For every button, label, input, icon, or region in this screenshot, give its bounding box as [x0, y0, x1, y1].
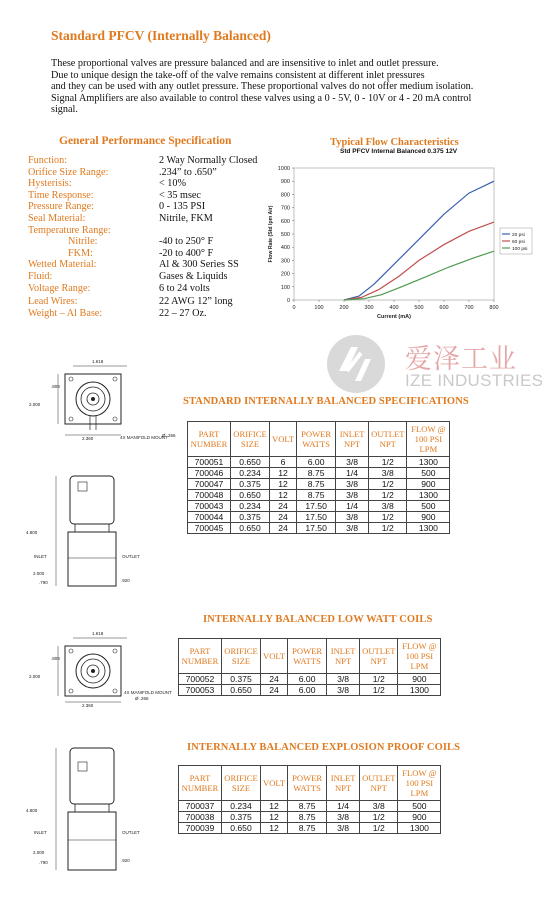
spec-row [28, 201, 288, 213]
table-header-row [179, 639, 441, 674]
table-cell: 0.650 [231, 523, 270, 534]
column-header: OUTLET NPT [360, 766, 398, 801]
column-header: VOLT [270, 422, 297, 457]
table-cell: 0.234 [222, 801, 261, 812]
table-cell: 700044 [188, 512, 231, 523]
table-cell: 700039 [179, 823, 222, 834]
spec-label: Fluid: [28, 270, 53, 282]
table-row [188, 501, 450, 512]
table-cell: 12 [261, 801, 288, 812]
mount-label: 4X MANIFOLD MOUNT [124, 690, 172, 695]
table-cell: 0.234 [231, 501, 270, 512]
table-cell: 500 [398, 801, 441, 812]
dim-label: .809 [51, 656, 60, 661]
spec-row [28, 167, 288, 179]
table-cell: 700045 [188, 523, 231, 534]
intro-line: Signal Amplifiers are also available to control these valves using a 0 - 5V, 0 - 10V or 4 - 20 mA control [51, 92, 472, 104]
x-tick-label: 500 [414, 305, 424, 311]
table-row [188, 512, 450, 523]
spec-row [28, 236, 288, 248]
table-cell: 700038 [179, 812, 222, 823]
spec-label: Function: [28, 155, 68, 166]
spec-value: Nitrile, FKM [159, 212, 213, 224]
column-header: PART NUMBER [188, 422, 231, 457]
column-header: FLOW @ 100 PSI LPM [398, 766, 441, 801]
table-cell: 24 [270, 501, 297, 512]
series-line-2 [344, 251, 494, 300]
performance-title: General Performance Specification [59, 135, 232, 147]
spec-label: Time Response: [28, 189, 94, 201]
x-tick-label: 700 [464, 305, 474, 311]
table-cell: 17.50 [297, 512, 336, 523]
intro-paragraph [51, 58, 521, 116]
dim-label: .920 [121, 858, 130, 863]
table-cell: 1300 [398, 823, 441, 834]
x-tick-label: 800 [489, 305, 499, 311]
table-row [188, 490, 450, 501]
table-cell: 700047 [188, 479, 231, 490]
spec-value: -20 to 400° F [159, 247, 214, 259]
table-cell: 3/8 [336, 457, 369, 468]
x-tick-label: 200 [339, 305, 349, 311]
column-header: POWER WATTS [288, 766, 327, 801]
table-row [179, 823, 441, 834]
dim-label: 1.618 [92, 359, 104, 364]
spec-label: Temperature Range: [28, 224, 111, 236]
spec-label: Wetted Material: [28, 259, 97, 271]
table-cell: 1/4 [336, 501, 369, 512]
table-row [188, 468, 450, 479]
table-cell: 1/2 [360, 823, 398, 834]
table-cell: 3/8 [360, 801, 398, 812]
table-cell: 24 [270, 512, 297, 523]
y-tick-label: 900 [280, 179, 290, 186]
column-header: OUTLET NPT [360, 639, 398, 674]
table-cell: 0.234 [231, 468, 270, 479]
dim-label: 4.800 [26, 808, 38, 813]
spec-value: Gases & Liquids [159, 270, 228, 282]
spec-value: 0 - 135 PSI [159, 201, 206, 213]
table-row [188, 523, 450, 534]
table-cell: 700046 [188, 468, 231, 479]
table-cell: 1/2 [360, 674, 398, 685]
table-cell: 8.75 [288, 812, 327, 823]
table-cell: 3/8 [336, 479, 369, 490]
table-cell: 17.50 [297, 523, 336, 534]
x-tick-label: 100 [314, 305, 324, 311]
y-axis-label: Flow Rate (Std lpm Air) [268, 205, 274, 263]
spec-table-standard [187, 421, 450, 534]
mount-label: Ø .266 [162, 433, 176, 438]
dim-label: 2.360 [82, 703, 94, 708]
spec-row [28, 190, 288, 202]
table-cell: 12 [270, 479, 297, 490]
series-line-1 [344, 222, 494, 300]
y-tick-label: 700 [280, 205, 290, 212]
table-cell: 1300 [407, 457, 450, 468]
section-title: INTERNALLY BALANCED EXPLOSION PROOF COILS [187, 742, 461, 753]
dim-label: 2.360 [82, 436, 94, 441]
table-cell: 0.650 [222, 823, 261, 834]
table-cell: 1/4 [327, 801, 360, 812]
spec-row [28, 178, 288, 190]
table-cell: 0.375 [231, 512, 270, 523]
spec-row [28, 259, 288, 271]
table-cell: 500 [407, 501, 450, 512]
table-cell: 0.650 [231, 457, 270, 468]
table-cell: 8.75 [297, 479, 336, 490]
column-header: PART NUMBER [179, 766, 222, 801]
outlet-label: OUTLET [122, 554, 140, 559]
table-cell: 12 [270, 468, 297, 479]
table-cell: 24 [261, 685, 288, 696]
y-tick-label: 500 [280, 232, 290, 238]
spec-label: Pressure Range: [28, 201, 94, 213]
column-header: POWER WATTS [288, 639, 327, 674]
chart-title: Typical Flow Characteristics [330, 137, 459, 148]
column-header: VOLT [261, 639, 288, 674]
table-cell: 3/8 [369, 468, 407, 479]
dim-label: .790 [39, 860, 48, 865]
table-cell: 1/2 [369, 457, 407, 468]
table-cell: 3/8 [327, 674, 360, 685]
inlet-label: INLET [34, 554, 47, 559]
table-cell: 900 [398, 674, 441, 685]
legend-label: 20 psi [512, 233, 525, 238]
table-cell: 3/8 [327, 823, 360, 834]
table-cell: 24 [270, 523, 297, 534]
logo-en: IZE INDUSTRIES [405, 371, 544, 390]
column-header: ORIFICE SIZE [231, 422, 270, 457]
spec-label: FKM: [68, 247, 93, 259]
dim-label: 2.000 [33, 571, 45, 576]
table-cell: 17.50 [297, 501, 336, 512]
table-header-row [179, 766, 441, 801]
table-cell: 900 [407, 512, 450, 523]
table-cell: 0.375 [222, 674, 261, 685]
mount-label: Ø .266 [135, 696, 149, 701]
spec-label: Seal Material: [28, 212, 86, 224]
valve-width-dim [20, 430, 200, 446]
spec-table-low-watt [178, 638, 441, 696]
spec-label: Orifice Size Range: [28, 166, 109, 178]
table-cell: 1/2 [369, 512, 407, 523]
logo-cn: 爱泽工业 [405, 344, 517, 374]
dim-label: 1.618 [92, 631, 104, 636]
column-header: ORIFICE SIZE [222, 639, 261, 674]
table-row [188, 457, 450, 468]
y-tick-label: 1000 [277, 166, 290, 172]
x-axis-label: Current (mA) [377, 314, 411, 320]
legend-label: 100 psi [512, 247, 528, 252]
flow-chart [262, 158, 537, 328]
spec-label: Lead Wires: [28, 296, 78, 308]
section-title: STANDARD INTERNALLY BALANCED SPECIFICATIONS [183, 396, 469, 407]
table-cell: 500 [407, 468, 450, 479]
column-header: FLOW @ 100 PSI LPM [407, 422, 450, 457]
dim-label: 4.800 [26, 530, 38, 535]
table-header-row [188, 422, 450, 457]
valve-side-view-drawing [20, 468, 150, 593]
spec-row [28, 248, 288, 260]
spec-value: 22 – 27 Oz. [159, 307, 207, 319]
x-tick-label: 0 [292, 305, 296, 311]
table-cell: 0.650 [222, 685, 261, 696]
section-title: INTERNALLY BALANCED LOW WATT COILS [203, 614, 433, 625]
spec-value: < 35 msec [159, 189, 201, 201]
inlet-label: INLET [34, 830, 47, 835]
column-header: FLOW @ 100 PSI LPM [398, 639, 441, 674]
y-tick-label: 200 [280, 271, 290, 278]
table-cell: 6.00 [288, 674, 327, 685]
y-tick-label: 0 [286, 298, 290, 304]
spec-value: .234” to .650” [159, 166, 217, 178]
x-tick-label: 600 [439, 305, 449, 311]
table-cell: 12 [261, 812, 288, 823]
dim-label: .920 [121, 578, 130, 583]
table-cell: 1300 [398, 685, 441, 696]
dim-label: 2.000 [29, 674, 41, 679]
table-row [179, 674, 441, 685]
table-cell: 0.375 [231, 479, 270, 490]
table-cell: 1300 [407, 490, 450, 501]
series-line-0 [344, 181, 494, 300]
table-cell: 6.00 [288, 685, 327, 696]
intro-line: Due to unique design the take-off of the valve remains consistent at different inlet pressures [51, 69, 425, 81]
column-header: ORIFICE SIZE [222, 766, 261, 801]
table-cell: 3/8 [369, 501, 407, 512]
y-tick-label: 100 [280, 284, 290, 291]
spec-table-explosion-proof [178, 765, 441, 834]
spec-value: 2 Way Normally Closed [159, 155, 258, 166]
column-header: PART NUMBER [179, 639, 222, 674]
table-cell: 900 [407, 479, 450, 490]
table-cell: 1/2 [369, 523, 407, 534]
spec-label: Voltage Range: [28, 282, 91, 294]
x-tick-label: 300 [364, 305, 374, 311]
table-cell: 700052 [179, 674, 222, 685]
table-cell: 3/8 [336, 523, 369, 534]
spec-value: 22 AWG 12” long [159, 296, 233, 308]
table-cell: 1/2 [360, 812, 398, 823]
spec-row [28, 308, 288, 320]
spec-value: -40 to 250° F [159, 236, 214, 248]
table-cell: 24 [261, 674, 288, 685]
y-tick-label: 400 [280, 245, 290, 252]
spec-value: Al & 300 Series SS [159, 259, 239, 271]
spec-value: < 10% [159, 178, 186, 190]
table-cell: 700053 [179, 685, 222, 696]
table-cell: 6 [270, 457, 297, 468]
spec-label: Nitrile: [68, 236, 98, 248]
table-row [179, 685, 441, 696]
table-row [179, 801, 441, 812]
table-cell: 12 [261, 823, 288, 834]
table-cell: 1300 [407, 523, 450, 534]
column-header: POWER WATTS [297, 422, 336, 457]
spec-row [28, 296, 288, 308]
dim-label: 2.000 [33, 850, 45, 855]
table-cell: 0.375 [222, 812, 261, 823]
table-cell: 8.75 [297, 490, 336, 501]
table-cell: 6.00 [297, 457, 336, 468]
dim-label: 2.000 [29, 402, 41, 407]
table-cell: 0.650 [231, 490, 270, 501]
table-cell: 3/8 [336, 512, 369, 523]
valve-side-view-drawing-2 [20, 742, 150, 882]
table-row [179, 812, 441, 823]
table-cell: 8.75 [288, 823, 327, 834]
table-cell: 3/8 [327, 812, 360, 823]
column-header: VOLT [261, 766, 288, 801]
spec-row [28, 213, 288, 225]
chart-subtitle: Std PFCV Internal Balanced 0.375 12V [340, 148, 458, 155]
table-cell: 3/8 [327, 685, 360, 696]
y-tick-label: 600 [280, 218, 290, 225]
table-cell: 700043 [188, 501, 231, 512]
spec-value: 6 to 24 volts [159, 282, 210, 294]
table-cell: 8.75 [288, 801, 327, 812]
ize-logo-icon [325, 333, 387, 395]
table-row [188, 479, 450, 490]
table-cell: 1/2 [360, 685, 398, 696]
spec-row [28, 225, 288, 237]
intro-line: and they can be used with any outlet pressure. These proportional valves do not offer medium isolation. [51, 81, 474, 93]
table-cell: 1/2 [369, 479, 407, 490]
table-cell: 1/4 [336, 468, 369, 479]
page-title: Standard PFCV (Internally Balanced) [51, 28, 271, 43]
intro-line: signal. [51, 104, 78, 116]
column-header: INLET NPT [327, 639, 360, 674]
column-header: OUTLET NPT [369, 422, 407, 457]
spec-label: Weight – Al Base: [28, 307, 103, 319]
dim-label: .809 [51, 384, 60, 389]
table-cell: 900 [398, 812, 441, 823]
mount-label: 4X MANIFOLD MOUNT [120, 435, 168, 440]
outlet-label: OUTLET [122, 830, 140, 835]
x-tick-label: 400 [389, 305, 399, 311]
spec-label: Hysterisis: [28, 178, 72, 190]
table-cell: 8.75 [297, 468, 336, 479]
spec-row [28, 155, 288, 167]
table-cell: 700037 [179, 801, 222, 812]
y-tick-label: 300 [280, 258, 290, 265]
table-cell: 700051 [188, 457, 231, 468]
column-header: INLET NPT [327, 766, 360, 801]
dim-label: .790 [39, 580, 48, 585]
performance-spec-list [28, 155, 288, 319]
y-tick-label: 800 [280, 192, 290, 199]
legend-label: 60 psi [512, 240, 525, 245]
valve-top-view-drawing-2 [20, 624, 200, 706]
intro-line: These proportional valves are pressure balanced and are insensitive to inlet and outlet pressure. [51, 58, 439, 69]
table-cell: 1/2 [369, 490, 407, 501]
table-cell: 700048 [188, 490, 231, 501]
spec-row [28, 283, 288, 295]
table-cell: 12 [270, 490, 297, 501]
column-header: INLET NPT [336, 422, 369, 457]
spec-row [28, 271, 288, 283]
table-cell: 3/8 [336, 490, 369, 501]
